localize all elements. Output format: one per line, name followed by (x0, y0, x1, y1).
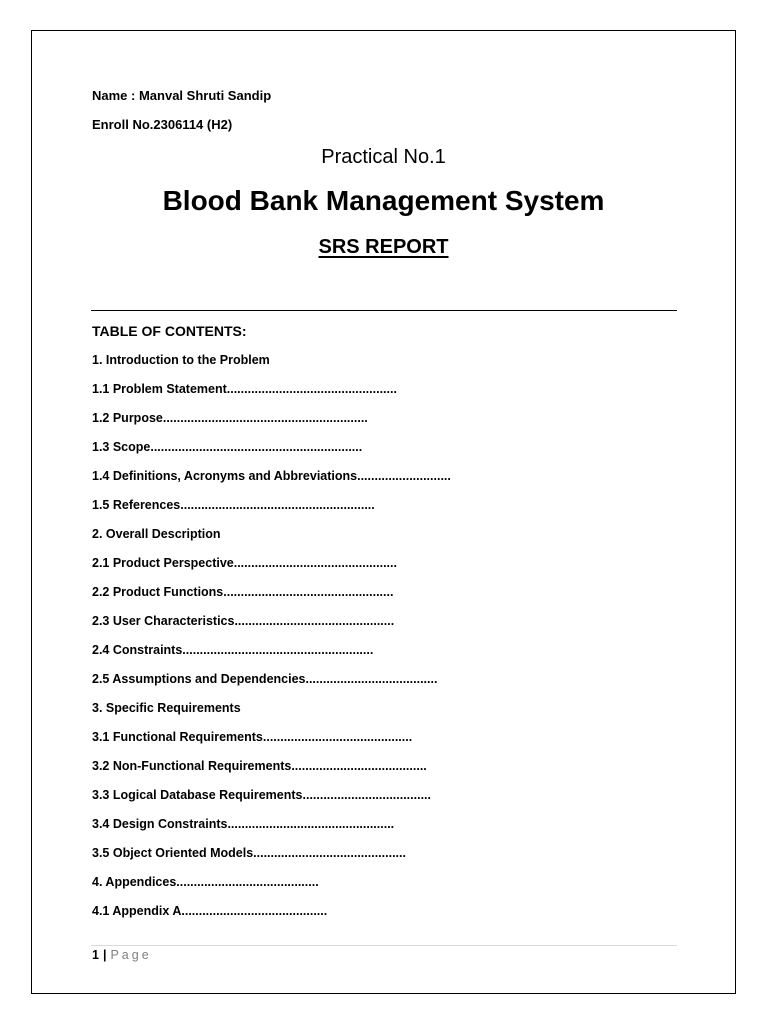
report-subtitle-wrap (31, 236, 736, 259)
toc-entry: 2.5 Assumptions and Dependencies...................................... (92, 672, 438, 686)
toc-entry: 3.5 Object Oriented Models............................................ (92, 846, 406, 860)
toc-entry: 1.3 Scope............................................................. (92, 440, 363, 454)
toc-entry: 2.3 User Characteristics.............................................. (92, 614, 395, 628)
enrollment-number: Enroll No.2306114 (H2) (92, 117, 233, 132)
page-number: 1 (92, 948, 99, 962)
toc-entry: 3. Specific Requirements (92, 701, 241, 715)
practical-number: Practical No.1 (321, 146, 446, 168)
toc-entry: 4.1 Appendix A.......................................... (92, 904, 328, 918)
toc-entry: 2.1 Product Perspective............................................... (92, 556, 397, 570)
toc-entry: 1.2 Purpose........................................................... (92, 411, 368, 425)
student-name: Name : Manval Shruti Sandip (92, 88, 272, 103)
horizontal-rule (91, 310, 677, 311)
toc-entry: 2.4 Constraints....................................................... (92, 643, 374, 657)
toc-entry: 1.5 References........................................................ (92, 498, 375, 512)
page-label: Page (110, 948, 152, 962)
page-separator: | (102, 948, 107, 962)
toc-entry: 1.4 Definitions, Acronyms and Abbreviations........................... (92, 469, 451, 483)
toc-entry: 1. Introduction to the Problem (92, 353, 270, 367)
toc-entry: 3.3 Logical Database Requirements..................................... (92, 788, 431, 802)
footer-divider (91, 945, 677, 946)
toc-entry: 3.2 Non-Functional Requirements....................................... (92, 759, 427, 773)
toc-entry: 2.2 Product Functions................................................. (92, 585, 394, 599)
document-title: Blood Bank Management System (162, 185, 605, 216)
toc-heading: TABLE OF CONTENTS: (92, 323, 247, 339)
toc-entry: 3.4 Design Constraints................................................ (92, 817, 395, 831)
page-footer (92, 948, 152, 962)
report-subtitle: SRS REPORT (318, 236, 449, 258)
toc-entry: 3.1 Functional Requirements........................................... (92, 730, 413, 744)
toc-entry: 2. Overall Description (92, 527, 221, 541)
toc-entry: 4. Appendices......................................... (92, 875, 319, 889)
toc-entry: 1.1 Problem Statement................................................. (92, 382, 397, 396)
